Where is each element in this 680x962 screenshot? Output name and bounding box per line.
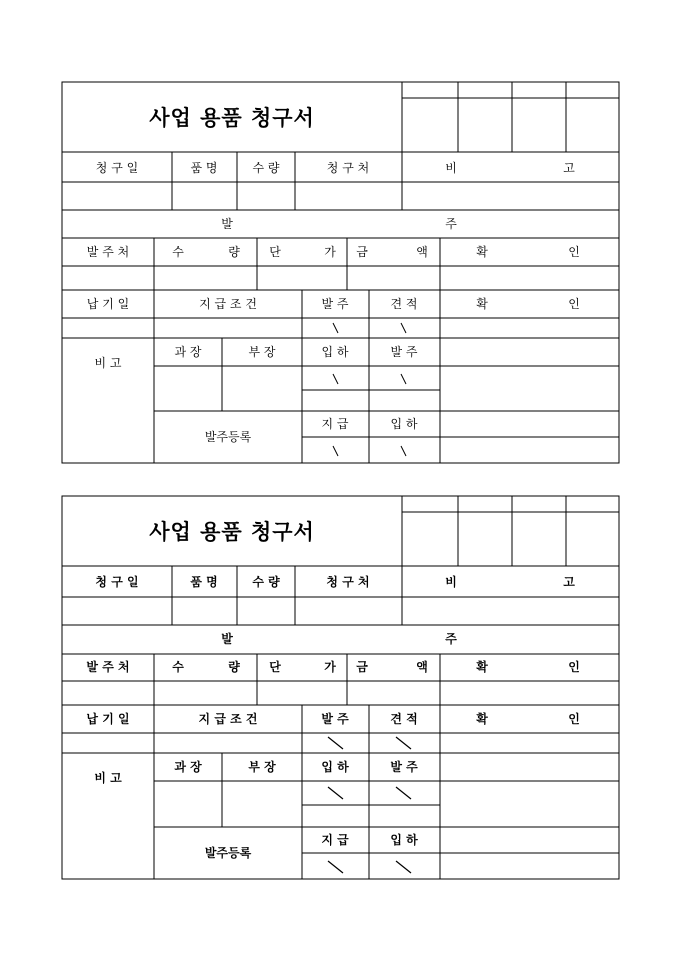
field-confirm[interactable]	[440, 681, 619, 705]
label-delivery-date: 납 기 일	[86, 712, 130, 726]
field-quantity[interactable]	[237, 182, 295, 210]
label-order-right: 주	[445, 632, 457, 646]
label-note-1: 비	[445, 161, 457, 175]
label-item-name: 품 명	[190, 161, 218, 175]
label-vendor: 발 주 처	[86, 245, 130, 259]
label-section-chief: 과 장	[174, 345, 202, 359]
field-requester[interactable]	[295, 597, 402, 625]
field-item-name[interactable]	[172, 182, 237, 210]
field-requester[interactable]	[295, 182, 402, 210]
label-payment-terms: 지 급 조 건	[198, 712, 258, 726]
label-price-2: 가	[324, 660, 336, 674]
field-note[interactable]	[402, 182, 619, 210]
field-vendor[interactable]	[62, 266, 154, 290]
label-amount-1: 금	[356, 660, 368, 674]
label-order-estimate-2: 견 적	[390, 297, 418, 311]
field-qty[interactable]	[154, 266, 257, 290]
label-note-2: 고	[563, 161, 575, 175]
field-quantity[interactable]	[237, 597, 295, 625]
field-vendor[interactable]	[62, 681, 154, 705]
label-note-2: 고	[563, 575, 575, 589]
field-payment-terms[interactable]	[154, 733, 302, 753]
label-confirm-2: 인	[568, 660, 580, 674]
label-confirm-1: 확	[476, 660, 488, 674]
label-amount-2: 액	[416, 245, 428, 259]
label-payment-terms: 지 급 조 건	[199, 297, 257, 311]
label-confirm-1: 확	[476, 245, 488, 259]
label-dept-head: 부 장	[248, 760, 276, 774]
label-order-estimate-2: 견 적	[390, 712, 418, 726]
label-note-1: 비	[445, 575, 457, 589]
label-qty-2: 량	[228, 660, 240, 674]
label-qty-2: 량	[228, 245, 240, 259]
label-amount-1: 금	[356, 245, 368, 259]
label-confirm-3: 확	[476, 712, 488, 726]
label-order-registration: 발주등록	[204, 430, 252, 444]
label-dept-head: 부 장	[248, 345, 276, 359]
label-receipt-1: 입 하	[321, 345, 349, 359]
field-payment-terms[interactable]	[154, 318, 302, 338]
field-unit-price[interactable]	[257, 266, 347, 290]
label-section-chief: 과 장	[174, 760, 202, 774]
field-amount[interactable]	[347, 681, 440, 705]
label-qty-1: 수	[172, 245, 184, 259]
label-amount-2: 액	[416, 660, 428, 674]
label-price-1: 단	[269, 245, 281, 259]
label-pay-1: 지 급	[321, 417, 349, 431]
label-order-right: 주	[445, 217, 457, 231]
form-title: 사업 용품 청구서	[149, 519, 315, 544]
label-pay-1: 지 급	[321, 833, 349, 847]
label-confirm-2: 인	[568, 245, 580, 259]
label-quantity: 수 량	[252, 161, 280, 175]
label-pay-2: 입 하	[390, 417, 418, 431]
field-confirm[interactable]	[440, 266, 619, 290]
field-amount[interactable]	[347, 266, 440, 290]
label-receipt-2: 발 주	[390, 345, 418, 359]
field-request-date[interactable]	[62, 597, 172, 625]
label-confirm-3: 확	[476, 297, 488, 311]
label-price-1: 단	[269, 660, 281, 674]
label-request-date: 청 구 일	[95, 575, 139, 589]
label-qty-1: 수	[172, 660, 184, 674]
label-remarks: 비 고	[94, 771, 122, 785]
form-title: 사업 용품 청구서	[149, 105, 315, 130]
label-receipt-2: 발 주	[390, 760, 418, 774]
label-order-estimate-1: 발 주	[321, 712, 349, 726]
label-delivery-date: 납 기 일	[86, 297, 130, 311]
field-item-name[interactable]	[172, 597, 237, 625]
label-item-name: 품 명	[190, 575, 218, 589]
label-vendor: 발 주 처	[86, 660, 130, 674]
label-requester: 청 구 처	[326, 575, 370, 589]
label-order-left: 발	[221, 632, 233, 646]
label-requester: 청 구 처	[326, 161, 370, 175]
label-confirm-4: 인	[568, 712, 580, 726]
label-remarks: 비 고	[94, 356, 122, 370]
label-order-estimate-1: 발 주	[321, 297, 349, 311]
label-order-registration: 발주등록	[204, 846, 252, 860]
label-price-2: 가	[324, 245, 336, 259]
label-confirm-4: 인	[568, 297, 580, 311]
label-quantity: 수 량	[252, 575, 280, 589]
label-receipt-1: 입 하	[321, 760, 349, 774]
label-order-left: 발	[221, 217, 233, 231]
field-unit-price[interactable]	[257, 681, 347, 705]
field-delivery-date[interactable]	[62, 733, 154, 753]
label-request-date: 청 구 일	[95, 161, 139, 175]
field-delivery-date[interactable]	[62, 318, 154, 338]
label-pay-2: 입 하	[390, 833, 418, 847]
field-qty[interactable]	[154, 681, 257, 705]
field-request-date[interactable]	[62, 182, 172, 210]
field-note[interactable]	[402, 597, 619, 625]
